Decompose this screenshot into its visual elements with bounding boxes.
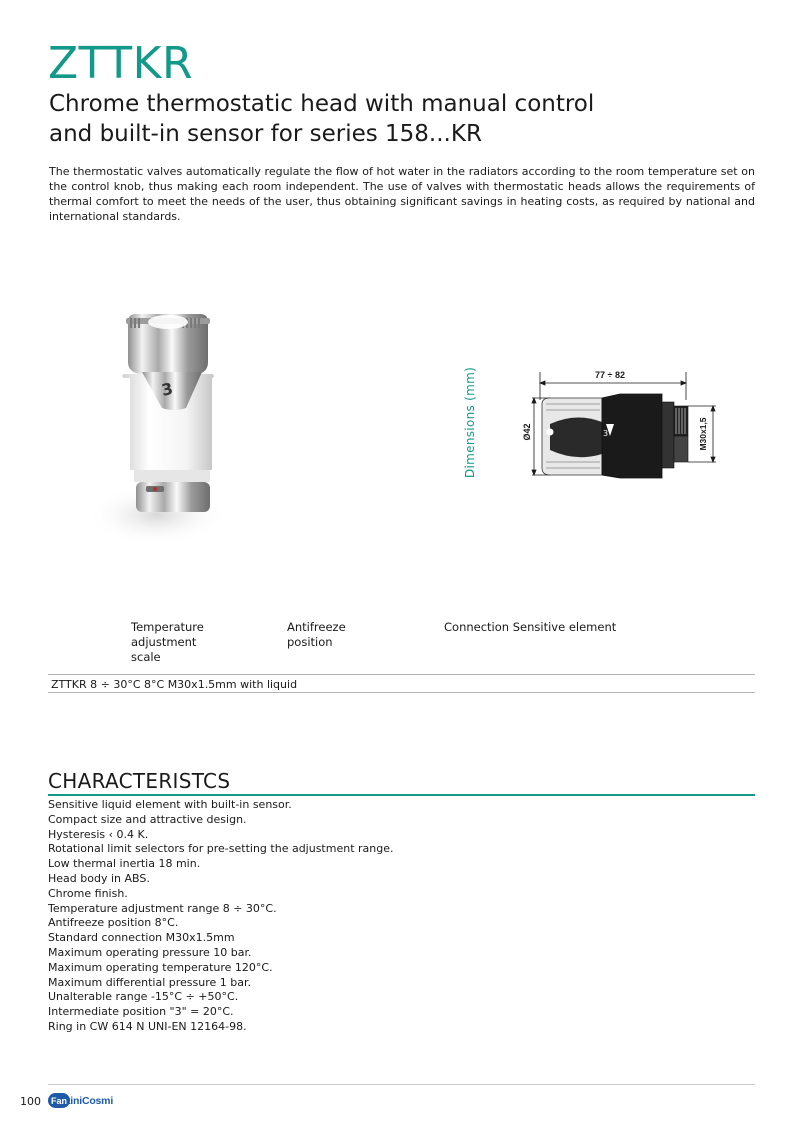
list-item: Maximum differential pressure 1 bar. — [48, 975, 252, 989]
subtitle-line-2: and built-in sensor for series 158...KR — [49, 121, 482, 147]
characteristics-list — [48, 798, 394, 1035]
list-item: Standard connection M30x1.5mm — [48, 931, 235, 945]
brand-name: tiniCosmi — [67, 1094, 114, 1107]
footer-divider — [48, 1084, 755, 1085]
subtitle-line-1: Chrome thermostatic head with manual control — [49, 91, 595, 117]
svg-text:3: 3 — [603, 429, 609, 438]
spec-row: ZTTKR 8 ÷ 30°C 8°C M30x1.5mm with liquid — [48, 674, 755, 693]
product-image — [62, 300, 262, 600]
list-item: Temperature adjustment range 8 ÷ 30°C. — [48, 901, 277, 915]
list-item: Sensitive liquid element with built-in sensor. — [48, 798, 292, 811]
caption-antifreeze-line-2: position — [287, 635, 333, 649]
brand-badge: Fan — [48, 1093, 70, 1108]
list-item: Ring in CW 614 N UNI-EN 12164-98. — [48, 1019, 247, 1033]
diameter-value: Ø42 — [522, 423, 532, 441]
list-item: Compact size and attractive design. — [48, 812, 247, 826]
caption-temp-line-1: Temperature — [131, 620, 204, 634]
list-item: Chrome finish. — [48, 886, 128, 900]
page-number: 100 — [20, 1095, 41, 1108]
caption-antifreeze-line-1: Antifreeze — [287, 620, 346, 634]
characteristics-heading: CHARACTERISTCS — [48, 769, 231, 793]
page-subtitle — [49, 89, 709, 149]
caption-connection: Connection Sensitive element — [444, 620, 617, 634]
chrome-ring — [136, 482, 210, 512]
dimensions-label: Dimensions (mm) — [463, 366, 477, 478]
brand-logo — [48, 1093, 113, 1108]
list-item: Antifreeze position 8°C. — [48, 916, 179, 930]
list-item: Hysteresis ‹ 0.4 K. — [48, 827, 149, 841]
thread-value: M30x1,5 — [698, 417, 708, 451]
list-item: Low thermal inertia 18 min. — [48, 857, 201, 871]
list-item: Intermediate position "3" = 20°C. — [48, 1005, 234, 1019]
caption-temp-line-2: adjustment — [131, 635, 197, 649]
head-side-view — [542, 394, 688, 478]
list-item: Unalterable range -15°C ÷ +50°C. — [48, 990, 239, 1004]
base-collar — [134, 470, 210, 482]
list-item: Head body in ABS. — [48, 871, 150, 885]
knob-number: 3 — [159, 378, 175, 400]
list-item: Maximum operating pressure 10 bar. — [48, 945, 252, 959]
characteristics-divider — [48, 794, 755, 796]
intro-paragraph: The thermostatic valves automatically regulate the flow of hot water in the radiators according to the room temperature set on the control knob, thus making each room independent. The use of valves with thermostatic heads allows the requirements of thermal comfort to meet the needs of the user, thus obtaining significant savings in heating costs, as required by national and international standards. — [49, 165, 755, 223]
chrome-cap — [126, 314, 210, 374]
length-value: 77 ÷ 82 — [595, 370, 625, 380]
dimension-diagram — [510, 364, 732, 482]
page-title: ZTTKR — [48, 38, 194, 89]
caption-antifreeze — [287, 620, 346, 650]
caption-temp-line-3: scale — [131, 650, 161, 664]
caption-temperature-scale — [131, 620, 204, 665]
list-item: Rotational limit selectors for pre-setting the adjustment range. — [48, 842, 394, 856]
list-item: Maximum operating temperature 120°C. — [48, 960, 273, 974]
